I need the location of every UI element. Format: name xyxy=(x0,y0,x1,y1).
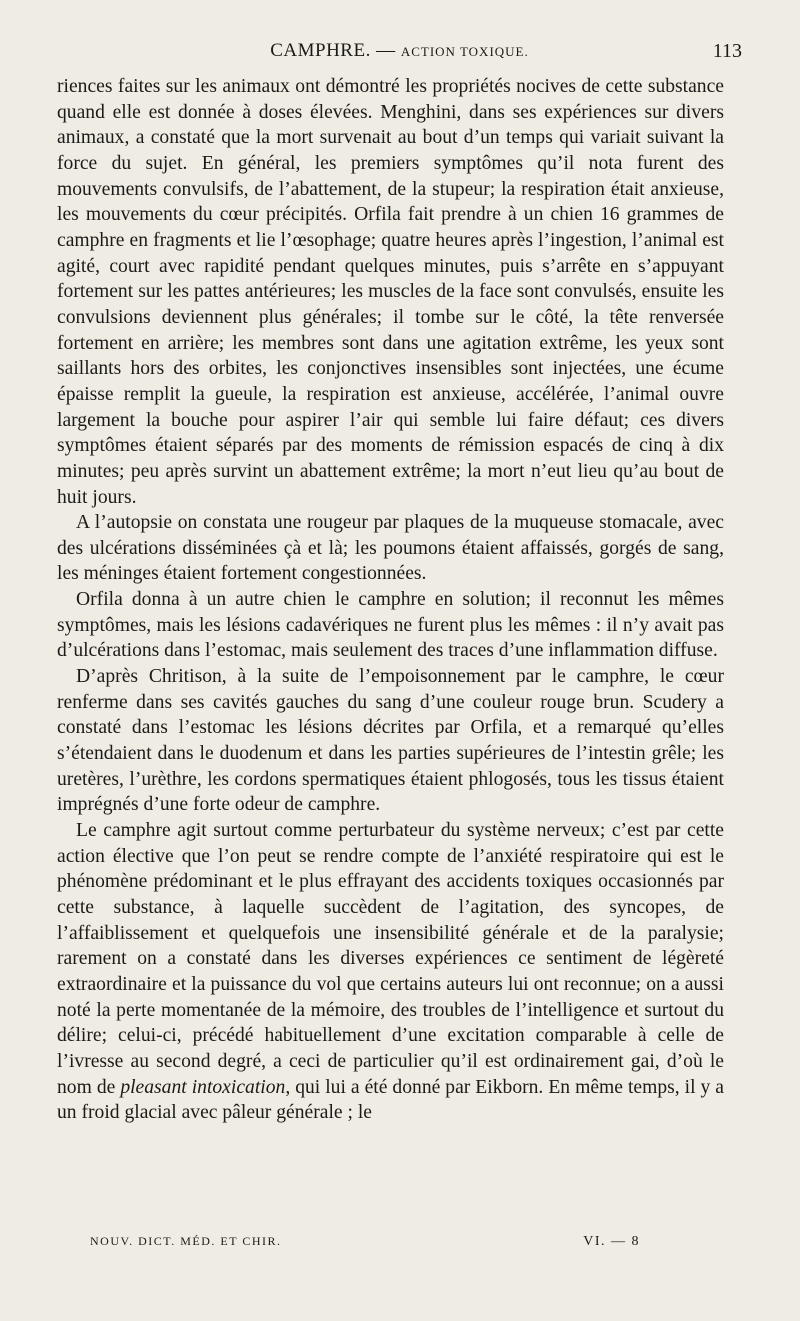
footer-signature: NOUV. DICT. MÉD. ET CHIR. xyxy=(90,1234,282,1248)
paragraph-1: riences faites sur les animaux ont démontré les propriétés nocives de cette substance quand elle est donnée à doses élevées. Menghini, dans ses expériences sur divers animaux, a constaté que la mort survenait au bout d’un temps qui variait suivant la force du sujet. En général, les premiers symptômes qu’il nota furent des mouvements convulsifs, de l’abattement, de la stupeur; la respiration était anxieuse, les mouvements du cœur précipités. Orfila fait prendre à un chien 16 grammes de camphre en fragments et lie l’œsophage; quatre heures après l’ingestion, l’animal est agité, court avec rapidité pendant quelques minutes, puis s’arrête en s’appuyant fortement sur les pattes antérieures; les muscles de la face sont convulsés, ensuite les convulsions deviennent plus générales; il tombe sur le côté, la tête renversée fortement en arrière; les membres sont dans une agitation extrême, les yeux sont saillants hors des orbites, les conjonctives insensibles sont injectées, une écume épaisse remplit la gueule, la respiration est anxieuse, accélérée, l’animal ouvre largement la bouche pour aspirer l’air qui semble lui faire défaut; ces divers symptômes étaient séparés par des moments de rémission espacés de cinq à dix minutes; peu après survint un abattement extrême; la mort n’eut lieu qu’au bout de huit jours. xyxy=(57,76,724,508)
footer-volume: VI. — 8 xyxy=(583,1234,640,1249)
paragraph-5 xyxy=(57,818,724,1126)
page-number: 113 xyxy=(712,40,742,62)
header-title-main: CAMPHRE. xyxy=(270,40,371,61)
running-header xyxy=(57,40,742,70)
paragraph-4: D’après Chritison, à la suite de l’empoisonnement par le camphre, le cœur renferme dans ses cavités gauches du sang d’une couleur rouge brun. Scudery a constaté dans l’estomac les lésions décrites par Orfila, et a remarqué qu’elles s’étendaient dans le duodenum et dans les parties supérieures de l’intestin grêle; les uretères, l’urèthre, les cordons spermatiques étaient phlogosés, tous les tissus étaient imprégnés d’une forte odeur de camphre. xyxy=(57,666,724,816)
body-text xyxy=(57,74,724,1126)
paragraph-5-text-before: Le camphre agit surtout comme perturbateur du système nerveux; c’est par cette action élective que l’on peut se rendre compte de l’anxiété respiratoire qui est le phénomène prédominant et le plus effrayant des accidents toxiques occasionnés par cette substance, à laquelle succèdent de l’agitation, des syncopes, de l’affaiblissement et quelquefois une insensibilité générale et de la paralysie; rarement on a constaté dans les diverses expériences ce sentiment de légèreté extraordinaire et la puissance du vol que certains auteurs lui ont reconnue; on a aussi noté la perte momentanée de la mémoire, des troubles de l’intelligence et surtout du délire; celui-ci, précédé habituellement d’une excitation comparable à celle de l’ivresse au second degré, a ceci de particulier qu’il est ordinairement gai, d’où le nom de xyxy=(57,820,724,1098)
header-title-dash: — xyxy=(370,40,401,61)
header-title xyxy=(57,40,742,62)
paragraph-5-text-after: , qui lui a été donné par Eikborn. En même temps, il y a un froid glacial avec pâleur générale ; le xyxy=(57,1076,725,1124)
page-footer xyxy=(90,1234,640,1254)
paragraph-2: A l’autopsie on constata une rougeur par plaques de la muqueuse stomacale, avec des ulcérations disséminées çà et là; les poumons étaient affaissés, gorgés de sang, les méninges étaient fortement congestionnées. xyxy=(57,512,724,585)
paragraph-3: Orfila donna à un autre chien le camphre en solution; il reconnut les mêmes symptômes, mais les lésions cadavériques ne furent plus les mêmes : il n’y avait pas d’ulcérations dans l’estomac, mais seulement des traces d’une inflammation diffuse. xyxy=(57,589,724,662)
paragraph-5-italic: pleasant intoxication xyxy=(120,1076,286,1098)
header-title-sub: ACTION TOXIQUE. xyxy=(400,44,529,59)
